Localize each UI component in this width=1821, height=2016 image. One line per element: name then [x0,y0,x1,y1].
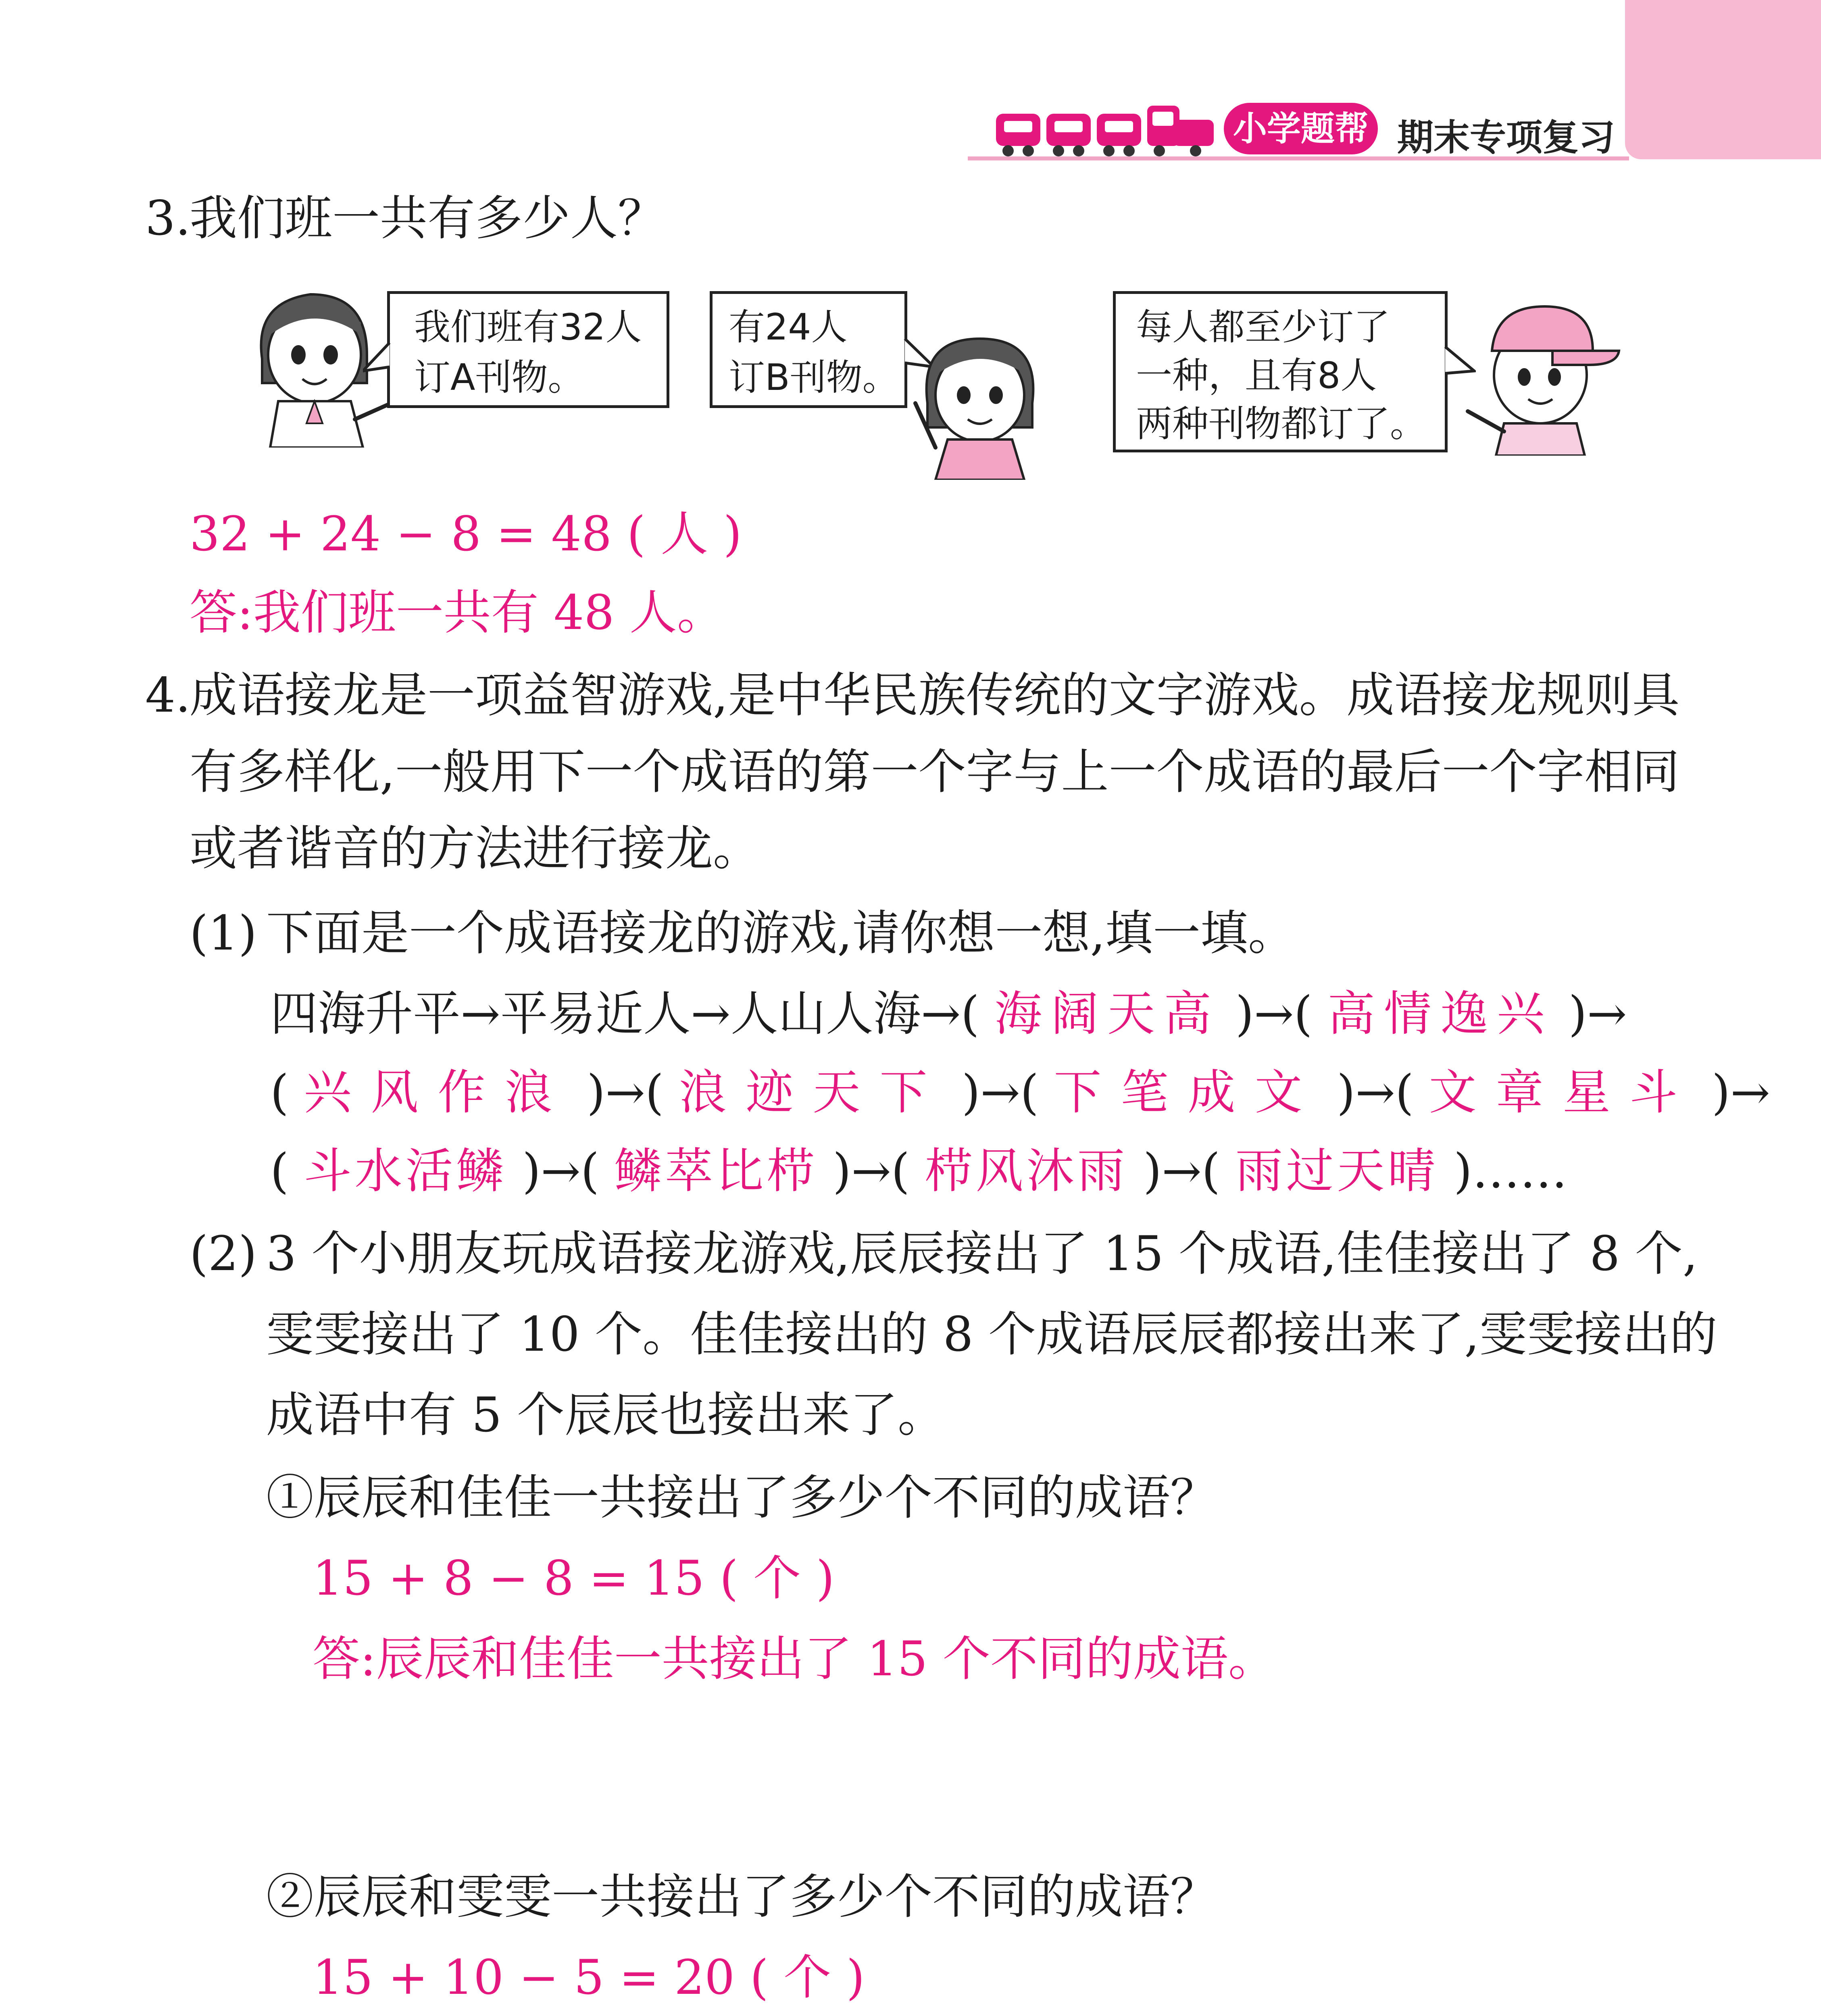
sub2-question: ②辰辰和雯雯一共接出了多少个不同的成语？ [266,1869,1218,1924]
chain-arrow: → [541,1143,581,1199]
idiom-answer-4: 浪迹天下 [679,1064,947,1120]
p1-prompt: 下面是一个成语接龙的游戏,请你想一想,填一填。 [266,905,1296,961]
q4-intro-line-2: 有多样化,一般用下一个成语的第一个字与上一个成语的最后一个字相同 [190,744,1680,800]
idiom-chain-given: 四海升平→平易近人→人山人海→ [270,986,961,1041]
middle-girl-character-illustration [911,323,1048,480]
sub1-question: ①辰辰和佳佳一共接出了多少个不同的成语？ [266,1470,1218,1525]
sub2-equation: 15 + 10 − 5 = 20 ( 个 ) [313,1949,865,2005]
bubble-2-line-2: 订B刊物。 [729,356,899,399]
idiom-answer-6: 文章星斗 [1429,1064,1697,1120]
q3-question: 我们班一共有多少人？ [190,190,666,246]
bubble-1-tail [363,343,391,379]
bubble-3-line-3: 两种刊物都订了。 [1136,403,1426,445]
chain-arrow: → [1355,1064,1395,1120]
q4-intro-line-3: 或者谐音的方法进行接龙。 [190,821,761,876]
chain-arrow: → [851,1143,891,1199]
p1-label: (1) [190,905,257,961]
bubble-3-line-2: 一种，且有8人 [1136,354,1377,397]
header-tab [1625,0,1821,159]
train-icon [996,106,1214,158]
chain-arrow: → [605,1064,645,1120]
q3-number: 3. [145,190,191,246]
idiom-answer-8: 鳞萃比栉 [614,1143,818,1199]
idiom-answer-7: 斗水活鳞 [304,1143,507,1199]
q3-equation: 32 + 24 − 8 = 48 ( 人 ) [190,506,742,562]
brand-badge: 小学题帮 [1224,103,1378,154]
chain-arrow: → [980,1064,1020,1120]
p2-text-line-3: 成语中有 5 个辰辰也接出来了。 [266,1387,946,1443]
idiom-chain-line-2: ( 兴风作浪 )→( 浪迹天下 )→( 下笔成文 )→( 文章星斗 )→ [270,1064,1770,1120]
p2-text-line-1: 3 个小朋友玩成语接龙游戏,辰辰接出了 15 个成语,佳佳接出了 8 个, [266,1226,1698,1281]
q3-answer: 答:我们班一共有 48 人。 [190,585,725,640]
chain-arrow: → [1162,1143,1202,1199]
chain-arrow: → [1730,1064,1770,1120]
speech-bubble-2 [710,291,907,408]
bubble-3-line-1: 每人都至少订了 [1136,306,1390,348]
chain-arrow: → [1587,986,1627,1041]
idiom-answer-10: 雨过天晴 [1235,1143,1439,1199]
chain-ellipsis: …… [1472,1143,1568,1199]
idiom-answer-2: 高情逸兴 [1327,986,1554,1041]
q4-number: 4. [145,667,191,723]
bubble-1-line-2: 订A刊物。 [414,356,584,399]
idiom-chain-line-1: 四海升平→平易近人→人山人海→( 海阔天高 )→( 高情逸兴 )→ [270,986,1627,1041]
p2-label: (2) [190,1226,257,1281]
bubble-1-line-1: 我们班有32人 [414,306,642,348]
header-subtitle: 期末专项复习 [1397,117,1615,159]
sub1-equation: 15 + 8 − 8 = 15 ( 个 ) [313,1550,835,1606]
bubble-2-line-1: 有24人 [729,306,848,348]
q4-intro-line-1: 成语接龙是一项益智游戏,是中华民族传统的文字游戏。成语接龙规则具 [190,667,1680,723]
p2-text-line-2: 雯雯接出了 10 个。佳佳接出的 8 个成语辰辰都接出来了,雯雯接出的 [266,1306,1717,1362]
idiom-answer-9: 栉风沐雨 [925,1143,1128,1199]
idiom-chain-line-3: ( 斗水活鳞 )→( 鳞萃比栉 )→( 栉风沐雨 )→( 雨过天晴 )…… [270,1143,1568,1199]
boy-character-illustration [1460,290,1621,456]
speech-bubble-1 [387,291,669,408]
sub1-answer: 答:辰辰和佳佳一共接出了 15 个不同的成语。 [313,1631,1276,1687]
idiom-answer-3: 兴风作浪 [304,1064,572,1120]
idiom-answer-5: 下笔成文 [1054,1064,1322,1120]
chain-arrow: → [1254,986,1294,1041]
speech-bubble-3 [1113,291,1448,452]
idiom-answer-1: 海阔天高 [994,986,1221,1041]
